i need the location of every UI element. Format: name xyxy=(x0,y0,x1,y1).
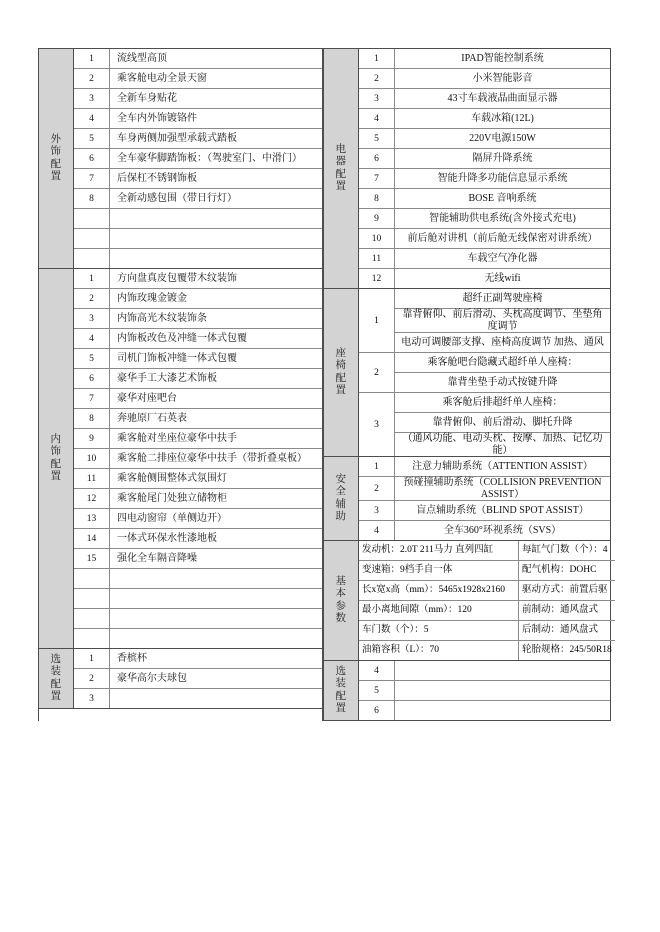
row-number: 5 xyxy=(74,129,110,148)
table-row[interactable] xyxy=(74,489,322,509)
parameter-row[interactable] xyxy=(359,581,615,601)
row-number: 12 xyxy=(74,489,110,508)
row-number: 6 xyxy=(74,369,110,388)
table-row[interactable] xyxy=(359,661,610,681)
row-text xyxy=(110,609,322,628)
parameter-cell-right: 每缸气门数（个）：4 xyxy=(522,545,608,556)
row-text: 靠背俯仰、前后滑动、脚托升降 xyxy=(395,413,610,433)
row-text: 司机门饰板冲缝一体式包覆 xyxy=(117,352,237,364)
table-row[interactable] xyxy=(359,169,610,189)
row-number: 2 xyxy=(359,477,395,500)
table-row[interactable] xyxy=(74,549,322,569)
row-text: BOSE 音响系统 xyxy=(468,192,537,204)
parameter-row[interactable] xyxy=(359,541,615,561)
row-number: 8 xyxy=(74,189,110,208)
row-text xyxy=(395,701,610,720)
row-text xyxy=(110,569,322,588)
section-safety-assist xyxy=(324,457,610,541)
row-number: 7 xyxy=(74,169,110,188)
table-row-empty[interactable] xyxy=(74,609,322,629)
row-number: 3 xyxy=(359,501,395,520)
section-label-optional-left xyxy=(39,649,74,708)
row-text: 全新动感包围（带日行灯） xyxy=(117,192,237,204)
parameter-cell-right: 后制动：通风盘式 xyxy=(522,625,599,636)
row-number: 10 xyxy=(74,449,110,468)
table-row[interactable] xyxy=(359,149,610,169)
row-text: 隔屏升降系统 xyxy=(472,152,533,164)
table-row-empty[interactable] xyxy=(74,629,322,648)
section-seat-configuration xyxy=(324,289,610,457)
row-number: 3 xyxy=(359,393,395,456)
parameter-cell-right: 前制动：通风盘式 xyxy=(522,605,599,616)
row-number xyxy=(74,229,110,248)
table-row[interactable] xyxy=(74,49,322,69)
row-text: 一体式环保水性漆地板 xyxy=(117,532,217,544)
row-text: 盲点辅助系统（BLIND SPOT ASSIST） xyxy=(416,504,589,516)
table-row[interactable] xyxy=(74,469,322,489)
row-text: 无线wifi xyxy=(484,272,521,284)
table-row[interactable] xyxy=(359,49,610,69)
section-label-exterior xyxy=(39,49,74,268)
section-optional-configuration-left xyxy=(39,649,322,709)
row-lines xyxy=(395,393,610,456)
row-text: 全车内外饰镀铬件 xyxy=(117,112,197,124)
row-text: 乘客舱对坐座位豪华中扶手 xyxy=(117,432,237,444)
section-rows-seat xyxy=(359,289,610,456)
row-number xyxy=(74,629,110,648)
row-number: 10 xyxy=(359,229,395,248)
row-lines xyxy=(395,289,610,352)
section-rows-exterior xyxy=(74,49,322,268)
configuration-table xyxy=(38,48,611,721)
table-row-empty[interactable] xyxy=(74,249,322,268)
row-text xyxy=(110,249,322,268)
table-row[interactable] xyxy=(74,129,322,149)
parameter-row[interactable] xyxy=(359,561,615,581)
row-number: 9 xyxy=(359,209,395,228)
section-optional-configuration-right xyxy=(324,661,610,721)
table-row[interactable] xyxy=(74,289,322,309)
row-text: 乘客舱吧台隐藏式超纤单人座椅： xyxy=(395,353,610,373)
row-text: 全车豪华脚踏饰板：（驾驶室门、中滑门） xyxy=(117,152,302,164)
table-row[interactable] xyxy=(359,209,610,229)
table-row[interactable] xyxy=(74,429,322,449)
section-basic-parameters xyxy=(324,541,610,661)
row-number xyxy=(74,209,110,228)
row-number: 14 xyxy=(74,529,110,548)
row-number: 5 xyxy=(74,349,110,368)
row-number: 4 xyxy=(359,109,395,128)
parameter-row[interactable] xyxy=(359,601,615,621)
row-text: 43寸车载液晶曲面显示器 xyxy=(447,92,558,104)
row-text: 内饰板改色及冲缝一体式包覆 xyxy=(117,332,247,344)
parameter-cell-right: 驱动方式：前置后驱 xyxy=(522,585,608,596)
section-label-text: 基本参数 xyxy=(335,575,347,624)
row-number: 8 xyxy=(74,409,110,428)
row-number: 5 xyxy=(359,681,395,700)
table-row-empty[interactable] xyxy=(74,229,322,249)
row-text: 乘客舱侧围整体式氛围灯 xyxy=(117,472,227,484)
row-text: 流线型高顶 xyxy=(117,52,167,64)
section-label-basic-parameters xyxy=(324,541,359,660)
right-half-table xyxy=(323,48,611,721)
row-text xyxy=(110,589,322,608)
table-row[interactable] xyxy=(359,681,610,701)
row-text: IPAD智能控制系统 xyxy=(461,52,544,64)
section-label-safety xyxy=(324,457,359,540)
row-number: 1 xyxy=(74,649,110,668)
row-number: 4 xyxy=(359,521,395,540)
row-number: 4 xyxy=(74,329,110,348)
table-row-group[interactable] xyxy=(359,289,610,353)
section-rows-safety xyxy=(359,457,610,540)
section-rows-electrical xyxy=(359,49,610,288)
table-row[interactable] xyxy=(359,521,610,540)
row-number: 6 xyxy=(74,149,110,168)
section-label-interior xyxy=(39,269,74,648)
row-text xyxy=(395,681,610,700)
section-label-text: 外饰配置 xyxy=(50,133,62,182)
row-text: 小米智能影音 xyxy=(472,72,533,84)
row-number: 2 xyxy=(359,353,395,392)
section-label-text: 电器配置 xyxy=(335,143,347,192)
parameter-cell-left: 油箱容积（L）：70 xyxy=(359,641,519,660)
row-number: 12 xyxy=(359,269,395,288)
parameter-cell-right: 轮胎规格：245/50R18 xyxy=(522,645,612,656)
section-rows-basic-parameters xyxy=(359,541,615,660)
table-row[interactable] xyxy=(74,409,322,429)
parameter-cell-left: 变速箱：9档手自一体 xyxy=(359,561,519,580)
row-text: 电动可调腰部支撑、座椅高度调节 加热、通风 xyxy=(401,336,604,348)
row-text: 强化全车隔音降噪 xyxy=(117,552,197,564)
table-row-empty[interactable] xyxy=(74,569,322,589)
row-number: 13 xyxy=(74,509,110,528)
row-text: 奔驰原厂石英表 xyxy=(117,412,187,424)
left-half-table xyxy=(38,48,323,721)
row-number: 3 xyxy=(74,689,110,708)
section-label-text: 座椅配置 xyxy=(335,347,347,396)
row-text xyxy=(110,629,322,648)
section-label-text: 安全辅助 xyxy=(335,473,347,522)
row-number: 3 xyxy=(74,309,110,328)
table-row[interactable] xyxy=(359,249,610,269)
row-text: 四电动窗帘（单侧边开） xyxy=(117,512,227,524)
table-row[interactable] xyxy=(74,349,322,369)
parameter-cell-right: 配气机构：DOHC xyxy=(522,565,597,576)
table-row[interactable] xyxy=(74,689,322,708)
parameter-row[interactable] xyxy=(359,641,615,660)
section-rows-optional-right xyxy=(359,661,610,720)
row-text: 智能升降多功能信息显示系统 xyxy=(437,172,568,184)
table-row[interactable] xyxy=(74,329,322,349)
row-number: 1 xyxy=(359,49,395,68)
row-text: 靠背俯仰、前后滑动、头枕高度调节、坐垫角度调节 xyxy=(395,309,610,333)
row-number xyxy=(74,249,110,268)
row-text: 车载空气净化器 xyxy=(467,252,538,264)
row-text: 豪华对座吧台 xyxy=(117,392,177,404)
row-text: 豪华手工大漆艺术饰板 xyxy=(117,372,217,384)
table-row[interactable] xyxy=(74,189,322,209)
table-row[interactable] xyxy=(74,369,322,389)
row-number: 2 xyxy=(74,289,110,308)
row-text: 方向盘真皮包覆带木纹装饰 xyxy=(117,272,237,284)
table-row[interactable] xyxy=(74,649,322,669)
row-text: 内饰玫瑰金镀金 xyxy=(117,292,187,304)
row-number: 3 xyxy=(74,89,110,108)
row-number: 9 xyxy=(74,429,110,448)
section-label-text: 选装配置 xyxy=(335,665,347,714)
row-text: 乘客舱二排座位豪华中扶手（带折叠桌板） xyxy=(117,452,307,464)
row-number: 1 xyxy=(359,457,395,476)
row-text: 后保杠不锈钢饰板 xyxy=(117,172,197,184)
row-number: 7 xyxy=(74,389,110,408)
row-text: 乘客舱尾门处独立储物柜 xyxy=(117,492,227,504)
row-number: 11 xyxy=(359,249,395,268)
row-text xyxy=(110,209,322,228)
section-electrical-configuration xyxy=(324,49,610,289)
row-text: 注意力辅助系统（ATTENTION ASSIST） xyxy=(412,460,593,472)
table-row[interactable] xyxy=(359,89,610,109)
row-number: 2 xyxy=(74,669,110,688)
row-text: 乘客舱电动全景天窗 xyxy=(117,72,207,84)
row-text: 豪华高尔夫球包 xyxy=(117,672,187,684)
row-number: 2 xyxy=(359,69,395,88)
row-number: 4 xyxy=(74,109,110,128)
section-exterior-configuration xyxy=(39,49,322,269)
row-number: 2 xyxy=(74,69,110,88)
table-row[interactable] xyxy=(359,189,610,209)
table-row[interactable] xyxy=(74,89,322,109)
row-number: 15 xyxy=(74,549,110,568)
table-row[interactable] xyxy=(74,109,322,129)
row-number: 4 xyxy=(359,661,395,680)
table-row[interactable] xyxy=(74,149,322,169)
table-row[interactable] xyxy=(359,129,610,149)
row-text: 220V电源150W xyxy=(469,132,536,144)
row-text: 乘客舱后排超纤单人座椅： xyxy=(395,393,610,413)
table-row[interactable] xyxy=(359,109,610,129)
table-row-empty[interactable] xyxy=(74,589,322,609)
section-label-optional-right xyxy=(324,661,359,720)
row-number: 8 xyxy=(359,189,395,208)
section-label-text: 内饰配置 xyxy=(50,433,62,482)
row-text xyxy=(110,229,322,248)
row-text: 靠背坐垫手动式按键升降 xyxy=(447,376,558,388)
row-number: 6 xyxy=(359,701,395,720)
row-number xyxy=(74,609,110,628)
row-text: 车身两侧加强型承载式踏板 xyxy=(117,132,237,144)
row-number: 6 xyxy=(359,149,395,168)
row-text: 超纤正副驾驶座椅 xyxy=(395,289,610,309)
section-rows-optional-left xyxy=(74,649,322,708)
table-row[interactable] xyxy=(74,529,322,549)
table-row-group[interactable] xyxy=(359,393,610,456)
parameter-cell-left: 车门数（个）：5 xyxy=(359,621,519,640)
section-label-text: 选装配置 xyxy=(50,653,62,702)
row-text: 全车360°环视系统（SVS） xyxy=(443,524,562,536)
row-text xyxy=(110,689,322,708)
row-text: 香槟杯 xyxy=(117,652,147,664)
row-number: 1 xyxy=(74,269,110,288)
table-row[interactable] xyxy=(359,501,610,521)
table-row-group[interactable] xyxy=(359,353,610,393)
row-text xyxy=(395,661,610,680)
table-row[interactable] xyxy=(74,669,322,689)
row-number: 1 xyxy=(359,289,395,352)
row-text: 内饰高光木纹装饰条 xyxy=(117,312,207,324)
row-lines xyxy=(395,353,610,392)
parameter-cell-left: 发动机：2.0T 211马力 直列四缸 xyxy=(359,541,519,560)
table-row[interactable] xyxy=(359,701,610,720)
row-text: 前后舱对讲机（前后舱无线保密对讲系统） xyxy=(407,232,598,244)
row-number: 3 xyxy=(359,89,395,108)
row-text: 预碰撞辅助系统（COLLISION PREVENTION ASSIST） xyxy=(403,477,602,500)
row-text: 车载冰箱(12L) xyxy=(471,112,534,124)
section-label-electrical xyxy=(324,49,359,288)
table-row[interactable] xyxy=(74,389,322,409)
row-number: 11 xyxy=(74,469,110,488)
section-interior-configuration xyxy=(39,269,322,649)
table-row[interactable] xyxy=(74,309,322,329)
table-row[interactable] xyxy=(359,457,610,477)
table-row[interactable] xyxy=(74,169,322,189)
section-rows-interior xyxy=(74,269,322,648)
row-text: 智能辅助供电系统(含外接式充电) xyxy=(429,212,576,224)
table-row[interactable] xyxy=(74,269,322,289)
table-row[interactable] xyxy=(359,269,610,288)
table-row[interactable] xyxy=(74,449,322,469)
table-row[interactable] xyxy=(74,69,322,89)
row-number xyxy=(74,569,110,588)
row-number: 7 xyxy=(359,169,395,188)
table-row[interactable] xyxy=(359,229,610,249)
row-number: 1 xyxy=(74,49,110,68)
row-text: （通风功能、电动头枕、按摩、加热、记忆功能） xyxy=(402,433,603,456)
table-row-empty[interactable] xyxy=(74,209,322,229)
row-number: 5 xyxy=(359,129,395,148)
row-number xyxy=(74,589,110,608)
parameter-row[interactable] xyxy=(359,621,615,641)
table-row[interactable] xyxy=(74,509,322,529)
parameter-cell-left: 最小离地间隙（mm）：120 xyxy=(359,601,519,620)
table-row[interactable] xyxy=(359,69,610,89)
section-label-seat xyxy=(324,289,359,456)
parameter-cell-left: 长x宽x高（mm）：5465x1928x2160 xyxy=(359,581,519,600)
table-row[interactable] xyxy=(359,477,610,501)
row-text: 全新车身贴花 xyxy=(117,92,177,104)
